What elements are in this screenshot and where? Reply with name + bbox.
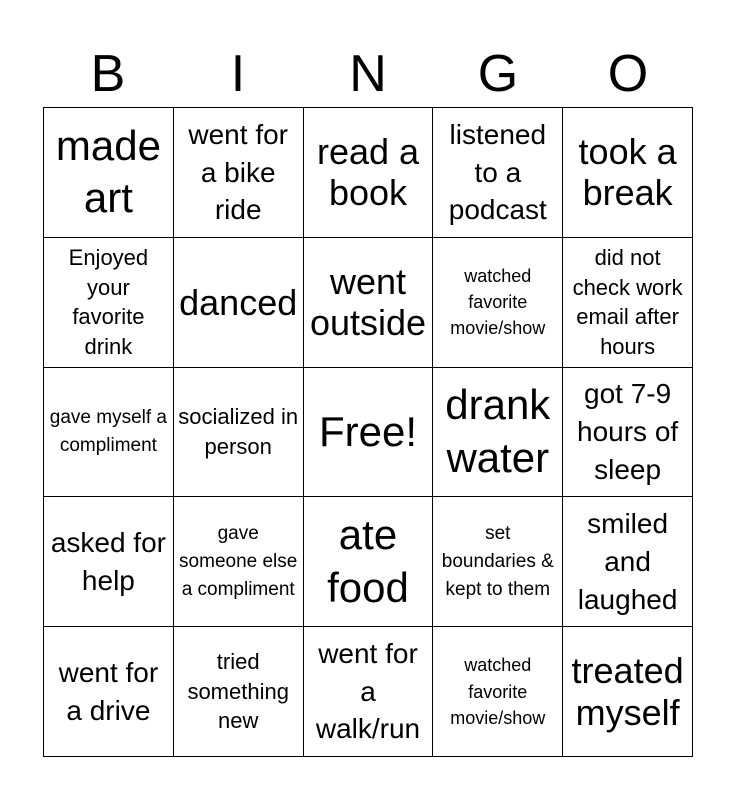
bingo-cell[interactable]: ate food [304, 497, 434, 627]
header-letter-n: N [349, 45, 387, 103]
bingo-cell[interactable]: Enjoyed your favorite drink [44, 238, 174, 368]
bingo-cell[interactable]: asked for help [44, 497, 174, 627]
bingo-cell[interactable]: tried something new [174, 627, 304, 757]
bingo-cell[interactable]: went for a bike ride [174, 108, 304, 238]
header-letter-b: B [90, 45, 126, 103]
header-letter-o: O [607, 45, 649, 103]
header-letter-g: G [477, 45, 519, 103]
bingo-cell[interactable]: went outside [304, 238, 434, 368]
bingo-cell[interactable]: drank water [433, 368, 563, 498]
bingo-cell[interactable]: smiled and laughed [563, 497, 693, 627]
bingo-cell[interactable]: gave myself a compliment [44, 368, 174, 498]
bingo-card-grid [43, 107, 693, 757]
bingo-cell[interactable]: treated myself [563, 627, 693, 757]
bingo-cell[interactable]: set boundaries & kept to them [433, 497, 563, 627]
bingo-cell[interactable]: went for a drive [44, 627, 174, 757]
header-letter-i: I [230, 45, 246, 103]
bingo-cell[interactable]: socialized in person [174, 368, 304, 498]
bingo-cell[interactable]: watched favorite movie/show [433, 238, 563, 368]
bingo-cell[interactable]: gave someone else a compliment [174, 497, 304, 627]
bingo-cell[interactable]: danced [174, 238, 304, 368]
bingo-cell[interactable]: watched favorite movie/show [433, 627, 563, 757]
bingo-cell[interactable]: listened to a podcast [433, 108, 563, 238]
bingo-cell[interactable]: got 7-9 hours of sleep [563, 368, 693, 498]
bingo-cell[interactable]: went for a walk/run [304, 627, 434, 757]
bingo-cell[interactable]: took a break [563, 108, 693, 238]
bingo-cell[interactable]: did not check work email after hours [563, 238, 693, 368]
bingo-cell[interactable]: read a book [304, 108, 434, 238]
bingo-cell[interactable]: made art [44, 108, 174, 238]
free-space[interactable]: Free! [304, 368, 434, 498]
bingo-header [43, 40, 693, 108]
